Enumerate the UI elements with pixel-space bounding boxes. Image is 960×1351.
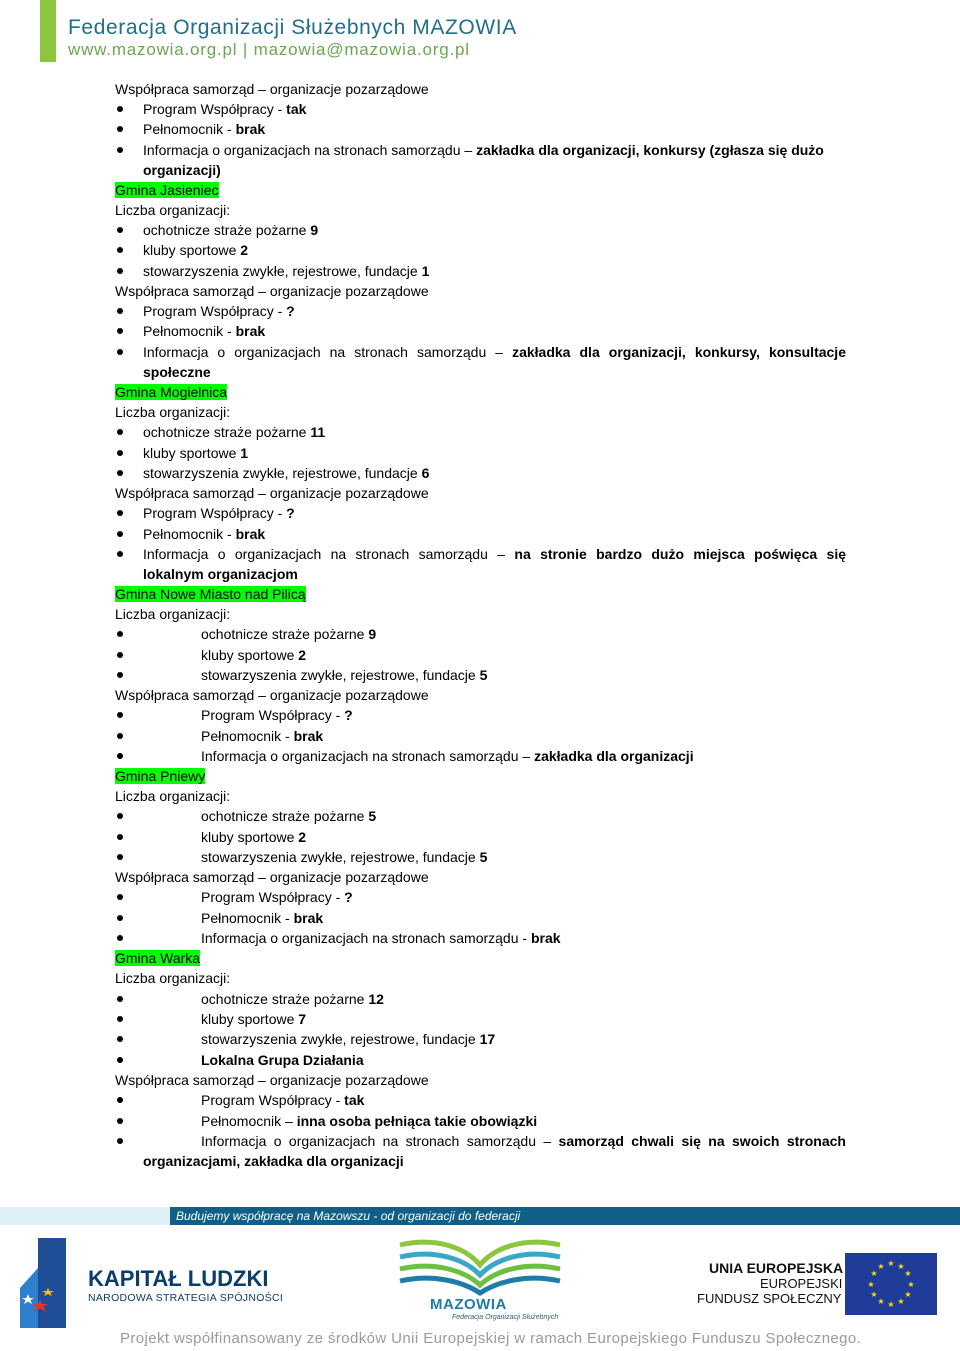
list-item-continuation: społeczne: [143, 364, 211, 380]
list-item: stowarzyszenia zwykłe, rejestrowe, fundacje 17: [201, 1029, 495, 1049]
svg-text:★: ★: [867, 1280, 875, 1289]
list-item: Pełnomocnik – inna osoba pełniąca takie obowiązki: [201, 1111, 537, 1131]
bullet-icon: [117, 753, 123, 759]
bullet-icon: [117, 733, 123, 739]
bullet-icon: [117, 712, 123, 718]
svg-text:★: ★: [870, 1269, 878, 1278]
kapital-ludzki-subtitle: NARODOWA STRATEGIA SPÓJNOŚCI: [88, 1292, 284, 1304]
section-heading: Współpraca samorząd – organizacje pozarządowe: [115, 1072, 429, 1088]
list-item: stowarzyszenia zwykłe, rejestrowe, fundacje 1: [143, 261, 429, 281]
list-item: ochotnicze straże pożarne 9: [201, 624, 376, 644]
bullet-icon: [117, 631, 123, 637]
list-item: Informacja o organizacjach na stronach samorządu – zakładka dla organizacji, konkursy, konsultacje: [143, 342, 846, 362]
page-header: [0, 0, 960, 70]
list-item: Pełnomocnik - brak: [143, 321, 265, 341]
bullet-icon: [117, 308, 123, 314]
svg-text:★: ★: [907, 1280, 915, 1289]
bullet-icon: [117, 1016, 123, 1022]
svg-text:★: ★: [904, 1269, 912, 1278]
list-item: Program Współpracy - ?: [201, 887, 353, 907]
section-heading: Współpraca samorząd – organizacje pozarządowe: [115, 485, 429, 501]
section-heading: Współpraca samorząd – organizacje pozarządowe: [115, 81, 429, 97]
municipality-heading: Gmina Warka: [115, 950, 201, 966]
svg-text:★: ★: [887, 1259, 895, 1268]
list-item: stowarzyszenia zwykłe, rejestrowe, fundacje 5: [201, 847, 487, 867]
bullet-icon: [117, 1036, 123, 1042]
bullet-icon: [117, 227, 123, 233]
list-item: Pełnomocnik - brak: [143, 119, 265, 139]
label: Liczba organizacji:: [115, 202, 231, 218]
label: Liczba organizacji:: [115, 970, 231, 986]
header-accent-bar: [40, 0, 56, 62]
label: Liczba organizacji:: [115, 404, 231, 420]
list-item: kluby sportowe 7: [201, 1009, 306, 1029]
list-item: kluby sportowe 1: [143, 443, 248, 463]
list-item: Program Współpracy - ?: [201, 705, 353, 725]
eu-flag-icon: [845, 1253, 937, 1315]
bullet-icon: [117, 672, 123, 678]
bullet-icon: [117, 450, 123, 456]
kapital-ludzki-title: KAPITAŁ LUDZKI: [88, 1266, 269, 1291]
list-item: ochotnicze straże pożarne 5: [201, 806, 376, 826]
list-item: ochotnicze straże pożarne 9: [143, 220, 318, 240]
bullet-icon: [117, 1118, 123, 1124]
list-item: Program Współpracy - tak: [143, 99, 306, 119]
eu-title: UNIA EUROPEJSKA: [709, 1260, 844, 1276]
list-item: Informacja o organizacjach na stronach samorządu – samorząd chwali się na swoich stronach: [201, 1131, 846, 1151]
bullet-icon: [117, 531, 123, 537]
bullet-icon: [117, 915, 123, 921]
svg-text:★: ★: [870, 1290, 878, 1299]
organization-name: Federacja Organizacji Służebnych MAZOWIA: [68, 16, 517, 39]
svg-text:★: ★: [887, 1300, 895, 1309]
bullet-icon: [117, 106, 123, 112]
list-item: stowarzyszenia zwykłe, rejestrowe, fundacje 5: [201, 665, 487, 685]
mazowia-name: MAZOWIA: [430, 1296, 507, 1313]
page-footer: [0, 1190, 960, 1351]
list-item: kluby sportowe 2: [201, 645, 306, 665]
list-item: Lokalna Grupa Działania: [201, 1050, 364, 1070]
municipality-heading: Gmina Mogielnica: [115, 384, 228, 400]
organization-contact: www.mazowia.org.pl | mazowia@mazowia.org.pl: [68, 40, 470, 59]
bullet-icon: [117, 247, 123, 253]
label: Liczba organizacji:: [115, 606, 231, 622]
bullet-icon: [117, 813, 123, 819]
bullet-icon: [117, 429, 123, 435]
list-item: kluby sportowe 2: [201, 827, 306, 847]
svg-text:★: ★: [897, 1262, 905, 1271]
svg-text:★: ★: [877, 1297, 885, 1306]
bullet-icon: [117, 894, 123, 900]
bullet-icon: [117, 510, 123, 516]
bullet-icon: [117, 470, 123, 476]
bullet-icon: [117, 652, 123, 658]
bullet-icon: [117, 1138, 123, 1144]
project-note: Projekt współfinansowany ze środków Unii Europejskiej w ramach Europejskiego Funduszu Społecznego.: [120, 1330, 862, 1347]
list-item: Program Współpracy - tak: [201, 1090, 364, 1110]
list-item: Informacja o organizacjach na stronach samorządu – zakładka dla organizacji, konkursy (zgłasza się dużo: [143, 140, 824, 160]
list-item-continuation: lokalnym organizacjom: [143, 566, 298, 582]
eu-fund-line2: FUNDUSZ SPOŁECZNY: [697, 1291, 842, 1306]
list-item: Program Współpracy - ?: [143, 503, 295, 523]
list-item: Pełnomocnik - brak: [143, 524, 265, 544]
list-item: Pełnomocnik - brak: [201, 908, 323, 928]
svg-text:★: ★: [904, 1290, 912, 1299]
bullet-icon: [117, 1097, 123, 1103]
section-heading: Współpraca samorząd – organizacje pozarządowe: [115, 283, 429, 299]
list-item-continuation: organizacjami, zakładka dla organizacji: [143, 1153, 404, 1169]
bullet-icon: [117, 126, 123, 132]
municipality-heading: Gmina Jasieniec: [115, 182, 219, 198]
footer-slogan: Budujemy współpracę na Mazowszu - od organizacji do federacji: [176, 1209, 521, 1223]
bullet-icon: [117, 349, 123, 355]
svg-text:★: ★: [897, 1297, 905, 1306]
list-item: stowarzyszenia zwykłe, rejestrowe, fundacje 6: [143, 463, 429, 483]
municipality-heading: Gmina Pniewy: [115, 768, 206, 784]
list-item: Informacja o organizacjach na stronach samorządu – na stronie bardzo dużo miejsca poświęca się: [143, 544, 846, 564]
kapital-ludzki-logo: [20, 1238, 70, 1328]
section-heading: Współpraca samorząd – organizacje pozarządowe: [115, 869, 429, 885]
bullet-icon: [117, 1057, 123, 1063]
mazowia-subtitle: Federacja Organizacji Służebnych: [452, 1314, 559, 1321]
bullet-icon: [117, 935, 123, 941]
list-item: Program Współpracy - ?: [143, 301, 295, 321]
section-heading: Współpraca samorząd – organizacje pozarządowe: [115, 687, 429, 703]
bullet-icon: [117, 147, 123, 153]
bullet-icon: [117, 854, 123, 860]
municipality-heading: Gmina Nowe Miasto nad Pilicą: [115, 586, 306, 602]
list-item: Informacja o organizacjach na stronach samorządu - brak: [201, 928, 561, 948]
list-item-continuation: organizacji): [143, 162, 221, 178]
mazowia-logo: [395, 1235, 565, 1297]
bullet-icon: [117, 551, 123, 557]
list-item: Pełnomocnik - brak: [201, 726, 323, 746]
bullet-icon: [117, 328, 123, 334]
bullet-icon: [117, 996, 123, 1002]
bullet-icon: [117, 268, 123, 274]
label: Liczba organizacji:: [115, 788, 231, 804]
list-item: ochotnicze straże pożarne 12: [201, 989, 384, 1009]
eu-fund-line1: EUROPEJSKI: [760, 1276, 843, 1291]
list-item: Informacja o organizacjach na stronach samorządu – zakładka dla organizacji: [201, 746, 694, 766]
list-item: kluby sportowe 2: [143, 240, 248, 260]
svg-text:★: ★: [877, 1262, 885, 1271]
bullet-icon: [117, 834, 123, 840]
list-item: ochotnicze straże pożarne 11: [143, 422, 325, 442]
